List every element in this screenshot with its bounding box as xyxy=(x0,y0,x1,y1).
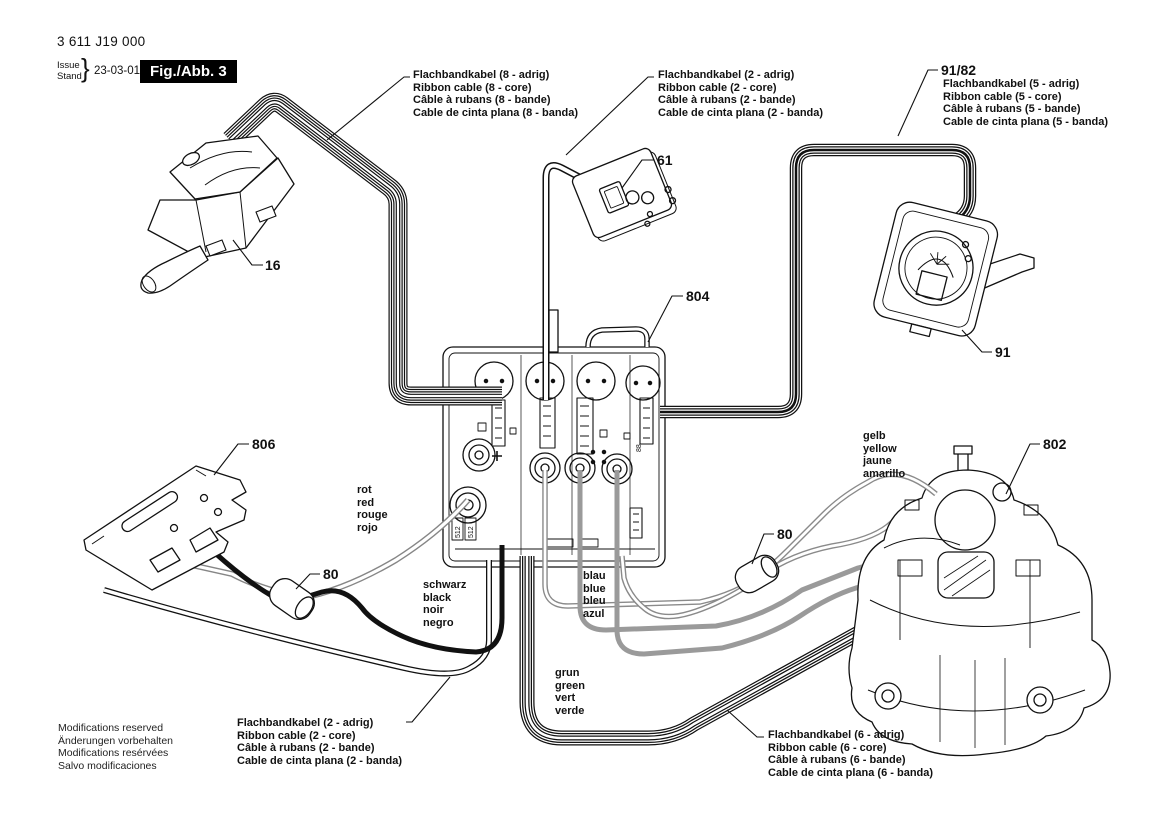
issue-brace: } xyxy=(81,53,90,83)
leader-ribbon2-bottom xyxy=(406,677,450,722)
green-fr: vert xyxy=(555,692,576,704)
leader-ribbon8 xyxy=(327,77,410,140)
leader-806 xyxy=(214,444,249,475)
part-label-80-left: 80 xyxy=(323,566,339,582)
figure-number-badge: Fig./Abb. 3 xyxy=(140,60,237,83)
stand-label: Stand xyxy=(57,70,82,82)
blue-fr: bleu xyxy=(583,595,606,607)
yellow-de: gelb xyxy=(863,430,886,442)
leader-ribbon6 xyxy=(727,710,764,737)
ferrite-sleeve-left xyxy=(265,574,320,625)
ribbon2t-line-es: Cable de cinta plana (2 - banda) xyxy=(658,106,824,119)
ribbon2t-line-en: Ribbon cable (2 - core) xyxy=(658,81,777,94)
red-de: rot xyxy=(357,484,372,496)
blue-de: blau xyxy=(583,570,606,582)
green-de: grun xyxy=(555,667,580,679)
modifications-notice xyxy=(58,722,173,772)
wire-color-red-label xyxy=(357,484,388,534)
ribbon8-line-es: Cable de cinta plana (8 - banda) xyxy=(413,106,579,119)
socket-91-drawing xyxy=(869,199,1034,346)
green-es: verde xyxy=(555,704,585,717)
ribbon6-line-es: Cable de cinta plana (6 - banda) xyxy=(768,766,934,779)
ribbon6-line-fr: Câble à rubans (6 - bande) xyxy=(768,754,906,766)
module-mark-512b: 512 xyxy=(468,526,475,538)
document-number: 3 611 J19 000 xyxy=(57,34,146,49)
leader-ribbon2-top xyxy=(566,77,654,155)
wire-color-yellow-label xyxy=(863,430,905,480)
notice-en: Modifications reserved xyxy=(58,722,164,734)
blue-es: azul xyxy=(583,607,605,620)
red-en: red xyxy=(357,496,375,509)
black-en: black xyxy=(423,591,452,604)
ribbon5-line-de: Flachbandkabel (5 - adrig) xyxy=(943,78,1080,90)
part-label-91-82: 91/82 xyxy=(941,62,977,78)
ribbon6-line-de: Flachbandkabel (6 - adrig) xyxy=(768,729,905,741)
part-label-80-right: 80 xyxy=(777,526,793,542)
part-label-806: 806 xyxy=(252,436,276,452)
yellow-en: yellow xyxy=(863,442,897,455)
black-fr: noir xyxy=(423,604,444,616)
ribbon2-top-label xyxy=(658,69,823,119)
issue-label: Issue xyxy=(57,60,80,71)
issue-stand-label xyxy=(57,61,82,82)
part-label-804: 804 xyxy=(686,288,710,304)
issue-date: 23-03-01 xyxy=(94,65,141,77)
leader-802 xyxy=(1006,444,1040,494)
ribbon5-label xyxy=(943,78,1108,128)
part-label-802: 802 xyxy=(1043,436,1067,452)
part-label-61: 61 xyxy=(657,152,673,168)
part-label-16: 16 xyxy=(265,257,281,273)
black-de: schwarz xyxy=(423,579,467,591)
ribbon2b-line-es: Cable de cinta plana (2 - banda) xyxy=(237,754,403,767)
yellow-es: amarillo xyxy=(863,467,906,480)
ribbon8-line-de: Flachbandkabel (8 - adrig) xyxy=(413,69,550,81)
ribbon5-line-es: Cable de cinta plana (5 - banda) xyxy=(943,115,1109,128)
notice-es: Salvo modificaciones xyxy=(58,759,157,772)
wire-color-black-label xyxy=(423,579,466,629)
wire-color-green-label xyxy=(555,667,585,717)
ribbon8-line-fr: Câble à rubans (8 - bande) xyxy=(413,94,551,106)
module-mark-88: 88 xyxy=(636,444,643,452)
ribbon2b-line-de: Flachbandkabel (2 - adrig) xyxy=(237,717,374,729)
module-804-drawing xyxy=(443,310,665,567)
black-es: negro xyxy=(423,616,454,629)
yellow-fr: jaune xyxy=(863,455,892,467)
ribbon2t-line-de: Flachbandkabel (2 - adrig) xyxy=(658,69,795,81)
ribbon5-line-fr: Câble à rubans (5 - bande) xyxy=(943,103,1081,115)
motor-802-drawing xyxy=(849,446,1110,756)
red-fr: rouge xyxy=(357,509,388,521)
ribbon5-line-en: Ribbon cable (5 - core) xyxy=(943,90,1062,103)
ribbon2t-line-fr: Câble à rubans (2 - bande) xyxy=(658,94,796,106)
ribbon8-label xyxy=(413,69,578,119)
ribbon2b-line-fr: Câble à rubans (2 - bande) xyxy=(237,742,375,754)
notice-de: Änderungen vorbehalten xyxy=(58,734,174,747)
ribbon2-bottom-label xyxy=(237,717,402,767)
part-label-91: 91 xyxy=(995,344,1011,360)
leader-804 xyxy=(648,296,683,342)
ribbon8-line-en: Ribbon cable (8 - core) xyxy=(413,81,532,94)
ribbon6-line-en: Ribbon cable (6 - core) xyxy=(768,741,887,754)
module-mark-512a: 512 xyxy=(455,526,462,538)
blue-en: blue xyxy=(583,582,606,595)
wire-color-blue-label xyxy=(583,570,606,620)
ribbon6-label xyxy=(768,729,933,779)
leader-91-82 xyxy=(898,70,938,136)
green-en: green xyxy=(555,679,585,692)
red-es: rojo xyxy=(357,521,378,534)
notice-fr: Modifications resérvées xyxy=(58,747,169,759)
ribbon2b-line-en: Ribbon cable (2 - core) xyxy=(237,729,356,742)
